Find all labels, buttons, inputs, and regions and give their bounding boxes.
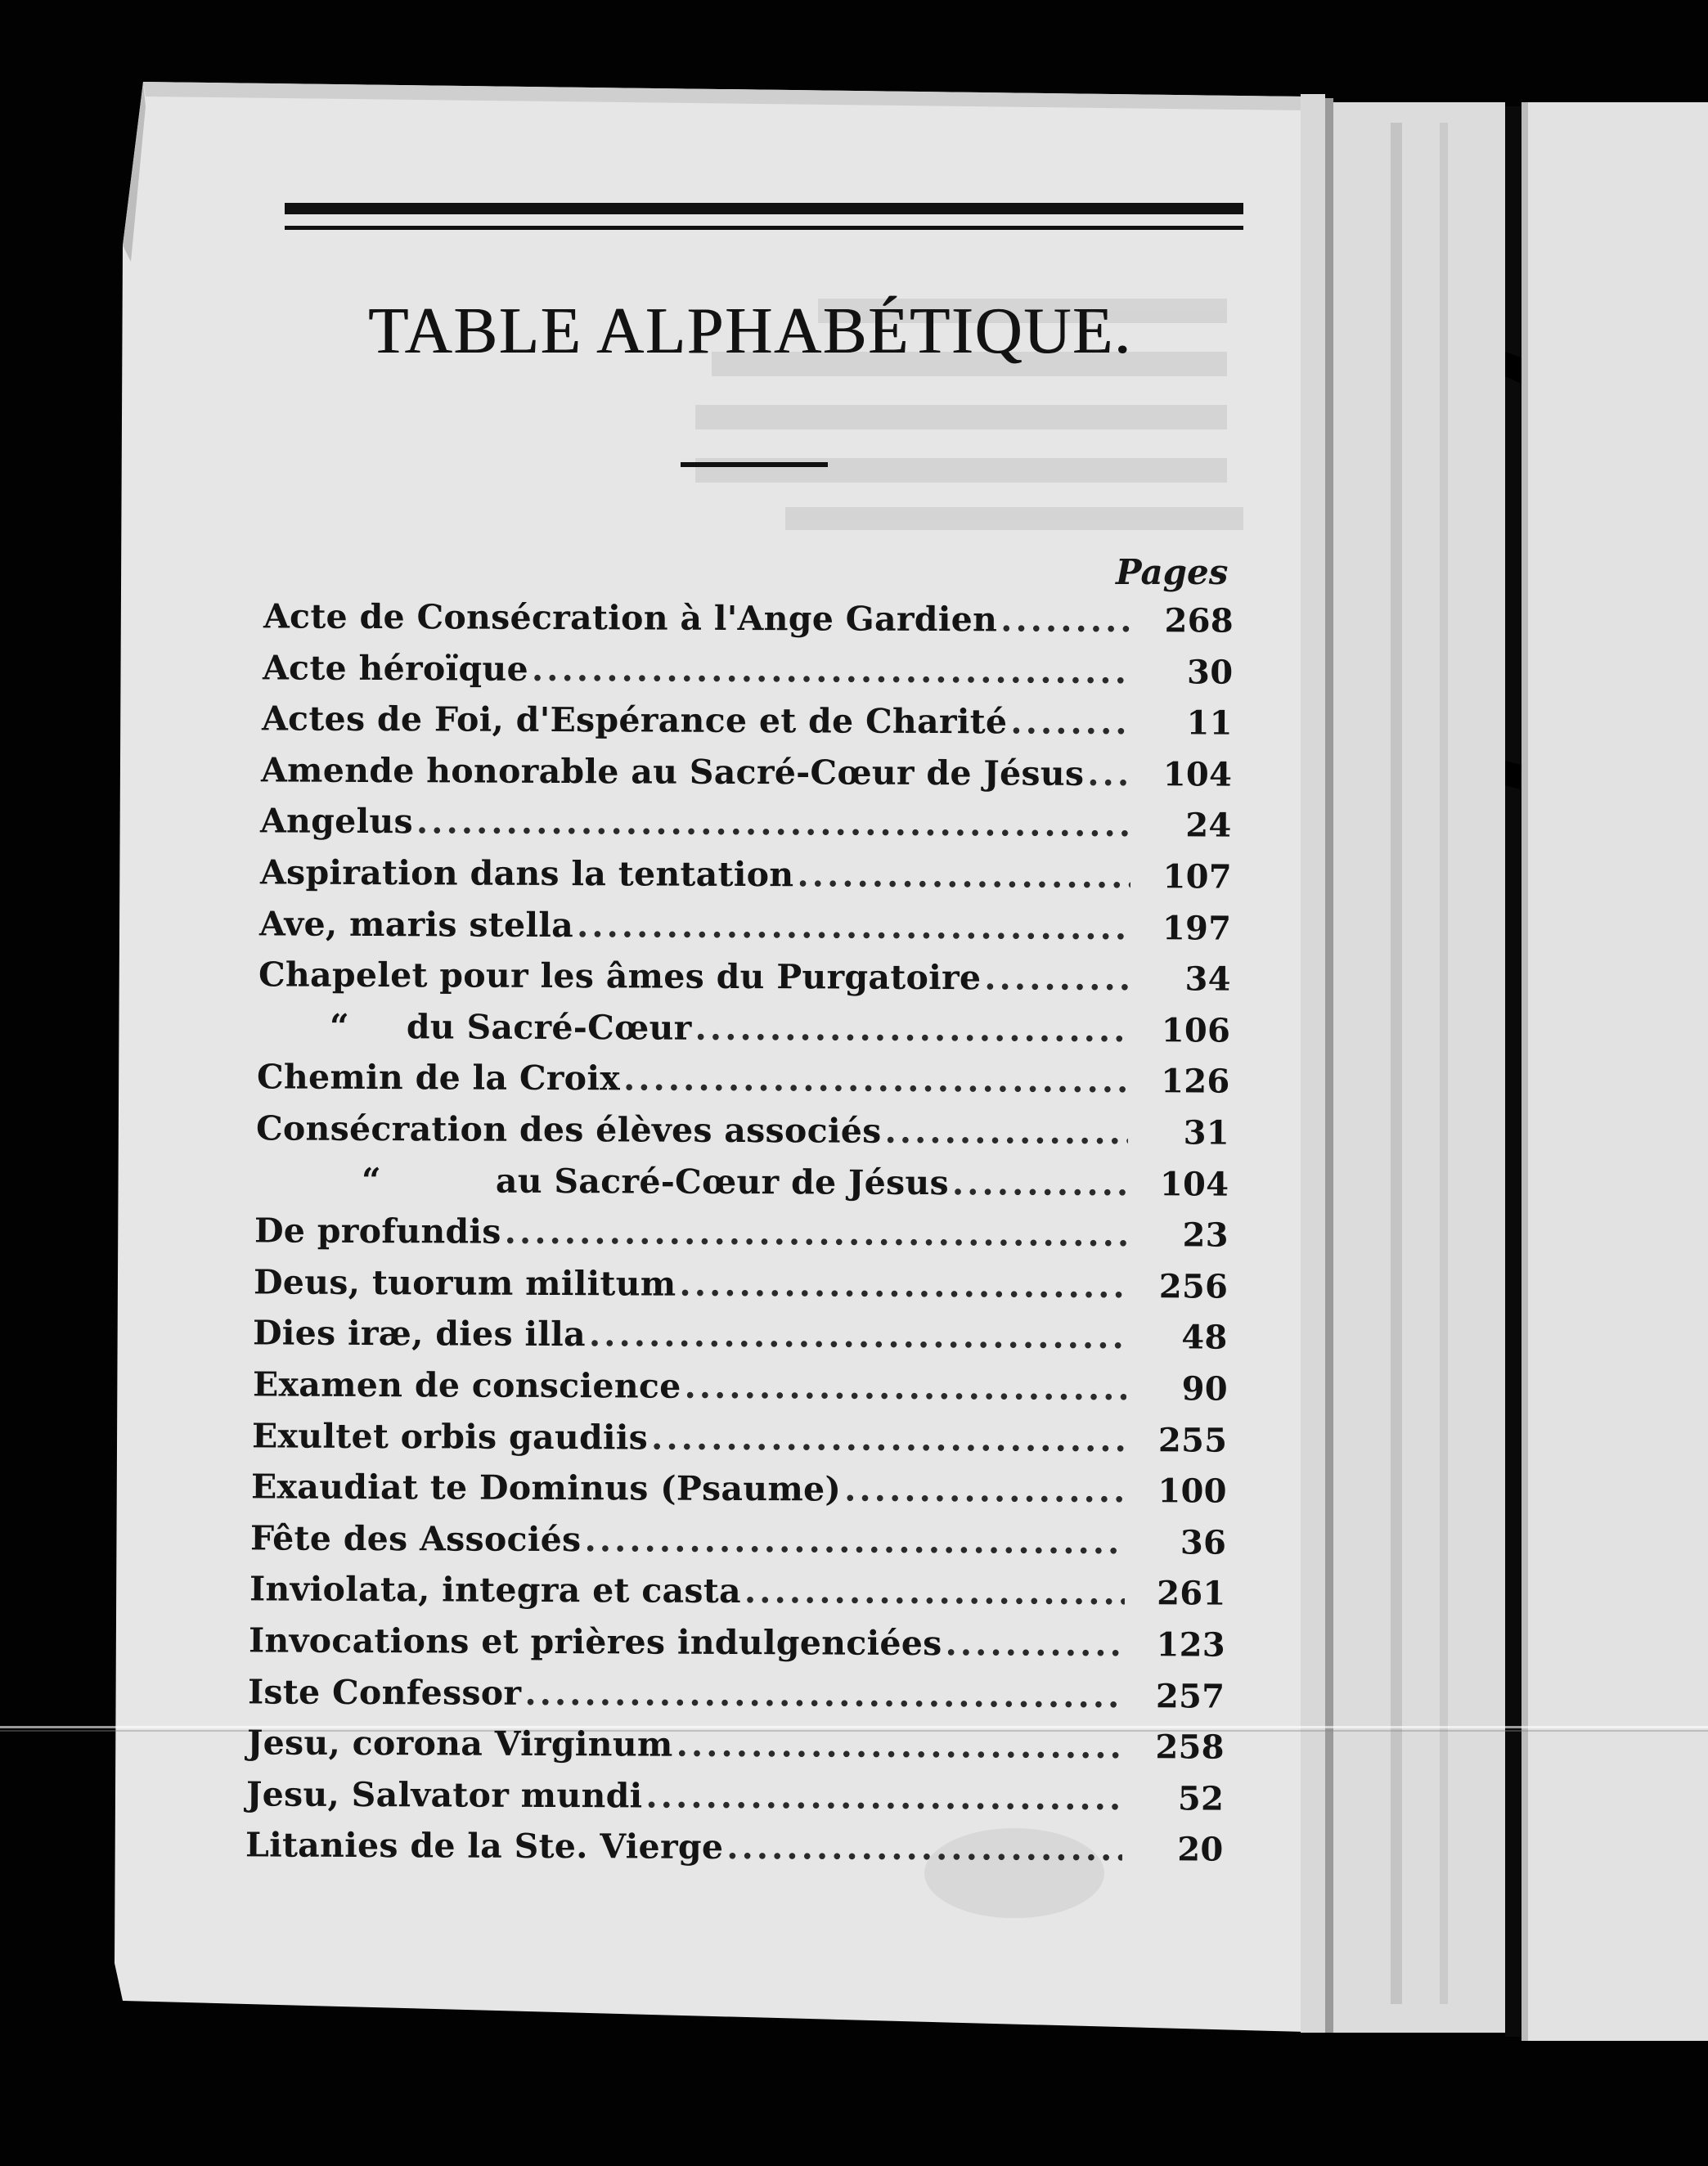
dot-leader [984,958,1130,998]
toc-entry-title: Aspiration dans la tentation [259,852,794,895]
dot-leader [584,1520,1125,1562]
dot-leader [1010,703,1131,743]
toc-entry-title: Dies iræ, dies illa [253,1313,587,1355]
dot-leader [884,1112,1128,1152]
toc-entry-title: Jesu, corona Virginum [247,1723,673,1764]
toc-entry [258,904,1231,947]
dot-leader [1088,754,1131,793]
toc-entry-page-number: 268 [1164,601,1234,640]
toc-entry [251,1416,1227,1459]
dot-leader [684,1367,1126,1408]
toc-entry-page-number: 23 [1182,1216,1229,1255]
dot-leader [524,1673,1123,1714]
toc-entry [255,1160,1229,1203]
toc-entry-page-number: 123 [1156,1625,1226,1665]
toc-entry-title-text: du Sacré-Cœur [406,1006,692,1048]
dot-leader [416,802,1130,845]
toc-entry-page-number: 52 [1178,1779,1225,1818]
dot-leader [532,649,1132,690]
toc-entry-page-number: 256 [1158,1267,1229,1306]
toc-entry [258,955,1231,999]
toc-entry-title: Acte héroïque [262,648,529,689]
dot-leader [744,1571,1125,1612]
dot-leader [727,1827,1123,1868]
toc-entry [249,1620,1225,1664]
toc-entry [259,852,1231,896]
toc-entry-title: Iste Confessor [247,1671,522,1713]
toc-entry-page-number: 30 [1187,652,1234,692]
toc-entry [257,1058,1230,1101]
dot-leader [646,1776,1123,1818]
toc-entry-title: Deus, tuorum militum [254,1262,676,1304]
toc-entry [260,802,1232,845]
toc-entry-title: Fête des Associés [249,1518,582,1559]
header-rule-thick [285,203,1243,214]
toc-entry-page-number: 106 [1161,1011,1231,1050]
toc-entry [252,1364,1227,1408]
dot-leader [797,855,1130,896]
toc-entry [263,648,1234,691]
toc-entry-title: Invocations et prières indulgenciées [248,1620,942,1664]
dot-leader [676,1725,1123,1766]
toc-entry-title: Actes de Foi, d'Espérance et de Charité [262,699,1008,742]
toc-entry-title: Exaudiat te Dominus (Psaume) [250,1467,841,1509]
toc-entry-title: Acte de Consécration à l'Ange Gardien [263,596,998,640]
toc-entry-page-number: 255 [1157,1420,1228,1460]
toc-entry-page-number: 31 [1183,1113,1230,1153]
toc-entry-page-number: 261 [1156,1574,1226,1613]
dot-leader [945,1624,1124,1664]
toc-entry-title: Litanies de la Ste. Vierge [245,1825,724,1867]
toc-entry-title [255,1160,949,1202]
ditto-mark: “ [361,1160,382,1200]
toc-entry [245,1826,1224,1869]
dot-leader [844,1470,1126,1510]
toc-entry-page-number: 257 [1155,1676,1225,1716]
toc-entry-page-number: 104 [1159,1164,1229,1204]
toc-entry [248,1672,1225,1715]
pages-column-header: Pages [1116,552,1229,592]
toc-entry [261,750,1232,793]
toc-entry-page-number: 100 [1157,1472,1227,1511]
toc-entry [247,1723,1225,1767]
toc-entry-title: Consécration des élèves associés [255,1108,882,1151]
toc-entry [254,1211,1229,1255]
toc-entry [263,596,1234,640]
dot-leader [589,1315,1126,1357]
toc-entry-title: Angelus [260,801,414,842]
dot-leader [577,905,1130,947]
toc-entry-page-number: 24 [1185,806,1233,845]
toc-entry-page-number: 104 [1162,755,1233,794]
toc-entry-title: De profundis [254,1211,502,1252]
title-underline-rule [681,462,828,467]
toc-entry [249,1570,1226,1613]
toc-entry-title [258,1006,692,1047]
toc-entry-title: Exultet orbis gaudiis [251,1415,648,1458]
toc-entry-page-number: 90 [1181,1369,1228,1409]
dot-leader [694,1009,1129,1049]
toc-entry-page-number: 20 [1177,1830,1225,1869]
toc-entry [258,1006,1230,1049]
toc-entry [256,1108,1229,1152]
toc-entry [262,699,1233,743]
header-rule-thin [285,226,1243,230]
toc-entry [251,1467,1227,1511]
toc-entry-title: Chemin de la Croix [256,1057,621,1099]
toc-entry [253,1314,1228,1357]
dot-leader [651,1418,1126,1459]
toc-entry-title-text: au Sacré-Cœur de Jésus [495,1161,950,1202]
toc-entry-page-number: 48 [1181,1318,1229,1357]
toc-entry-page-number: 107 [1162,857,1232,897]
page-title: TABLE ALPHABÉTIQUE. [368,295,1132,367]
dot-leader [952,1163,1128,1203]
toc-entry [254,1262,1228,1305]
toc-entry-title: Jesu, Salvator mundi [246,1774,643,1816]
toc-entry-title: Chapelet pour les âmes du Purgatoire [258,955,982,998]
toc-entry-page-number: 126 [1160,1062,1230,1101]
toc-entry [246,1774,1224,1818]
dot-leader [623,1059,1129,1101]
dot-leader [680,1264,1127,1305]
dot-leader [1000,600,1132,640]
toc-entry-page-number: 36 [1180,1523,1227,1562]
toc-entry-page-number: 11 [1186,703,1234,743]
toc-entry [250,1518,1226,1562]
toc-entry-page-number: 197 [1162,908,1232,948]
toc-entry-page-number: 258 [1155,1728,1225,1767]
toc-entry-title: Examen de conscience [252,1364,681,1406]
toc-entry-title: Amende honorable au Sacré-Cœur de Jésus [261,750,1085,793]
dot-leader [505,1212,1127,1254]
toc-entry-page-number: 34 [1184,959,1231,999]
ditto-mark: “ [329,1006,349,1046]
toc-entry-title: Ave, maris stella [258,904,573,945]
toc-entry-title: Inviolata, integra et casta [249,1569,741,1611]
